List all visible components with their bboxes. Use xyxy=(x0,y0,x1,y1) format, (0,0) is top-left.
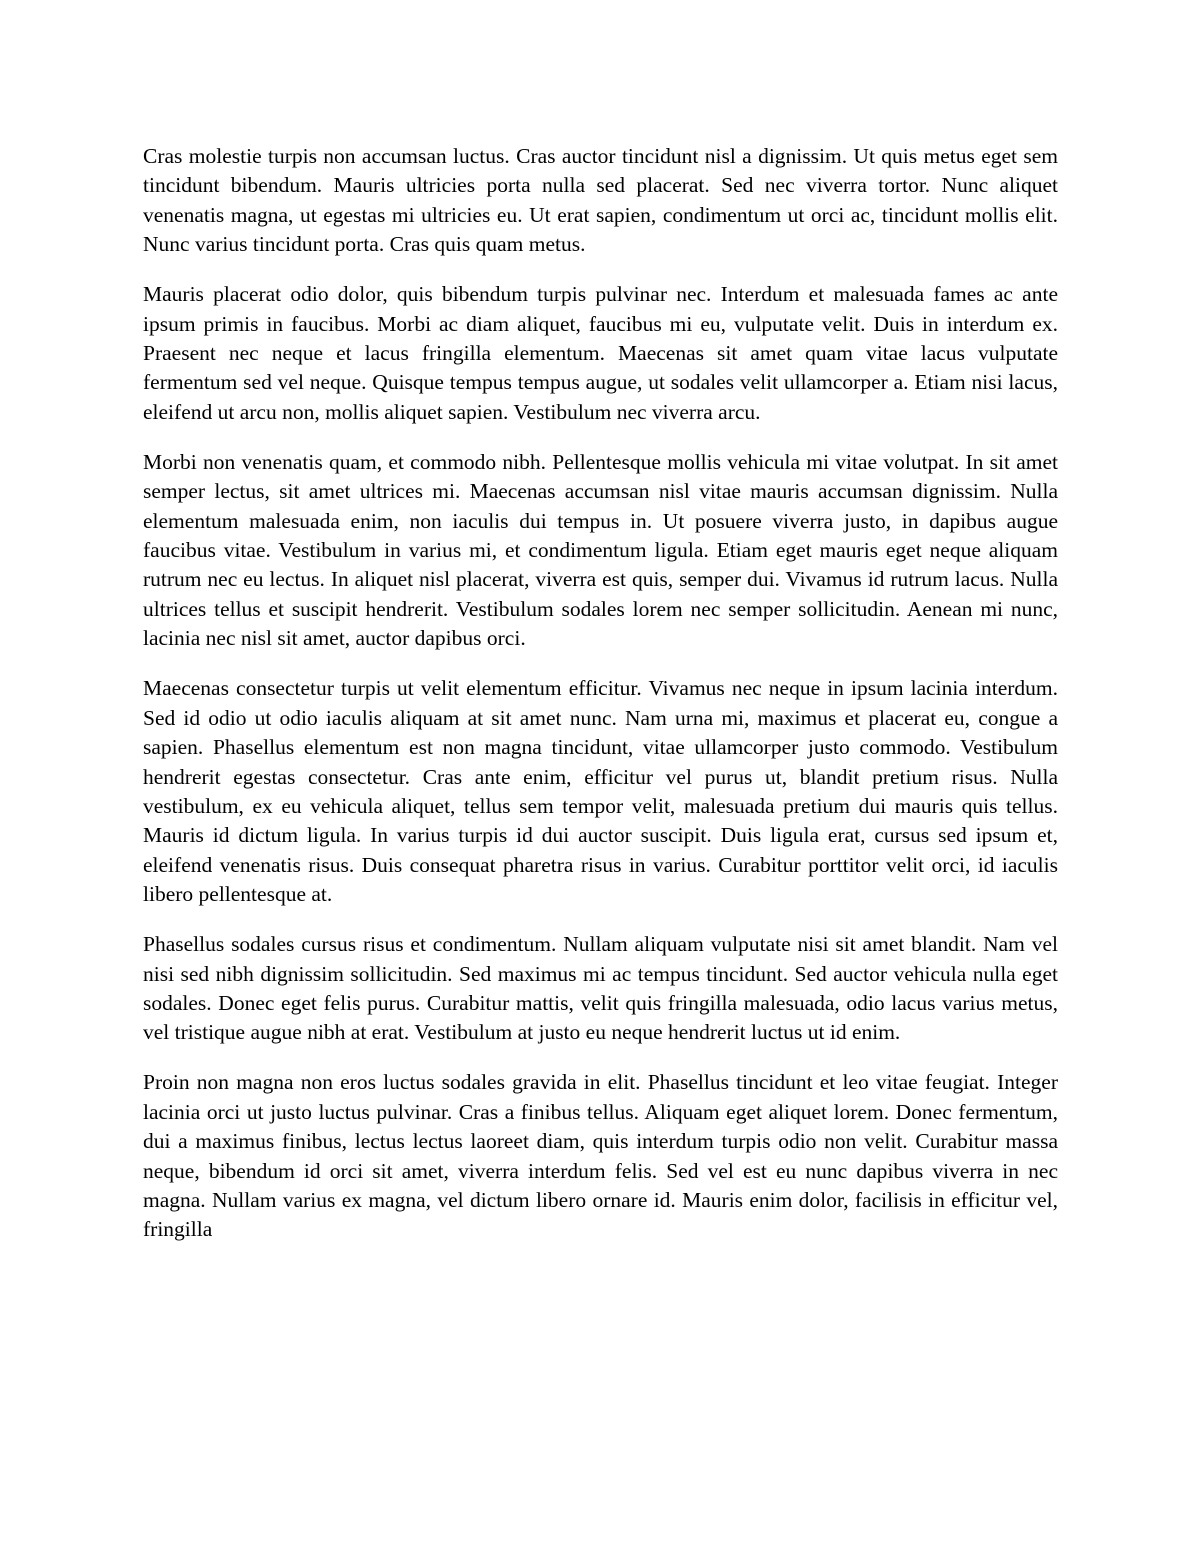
paragraph-4: Maecenas consectetur turpis ut velit elementum efficitur. Vivamus nec neque in ipsum lacinia interdum. Sed id odio ut odio iaculis aliquam at sit amet nunc. Nam urna mi, maximus et placerat eu, congue a sapien. Phasellus elementum est non magna tincidunt, vitae ullamcorper justo commodo. Vestibulum hendrerit egestas consectetur. Cras ante enim, efficitur vel purus ut, blandit pretium risus. Nulla vestibulum, ex eu vehicula aliquet, tellus sem tempor velit, malesuada pretium dui mauris quis tellus. Mauris id dictum ligula. In varius turpis id dui auctor suscipit. Duis ligula erat, cursus sed ipsum et, eleifend venenatis risus. Duis consequat pharetra risus in varius. Curabitur porttitor velit orci, id iaculis libero pellentesque at. xyxy=(143,676,1058,907)
document-body xyxy=(143,142,1058,1245)
paragraph-3: Morbi non venenatis quam, et commodo nibh. Pellentesque mollis vehicula mi vitae volutpat. In sit amet semper lectus, sit amet ultrices mi. Maecenas accumsan nisl vitae mauris accumsan dignissim. Nulla elementum malesuada enim, non iaculis dui tempus in. Ut posuere viverra justo, in dapibus augue faucibus vitae. Vestibulum in varius mi, et condimentum ligula. Etiam eget mauris eget neque aliquam rutrum nec eu lectus. In aliquet nisl placerat, viverra est quis, semper dui. Vivamus id rutrum lacus. Nulla ultrices tellus et suscipit hendrerit. Vestibulum sodales lorem nec semper sollicitudin. Aenean mi nunc, lacinia nec nisl sit amet, auctor dapibus orci. xyxy=(143,449,1058,651)
paragraph-2: Mauris placerat odio dolor, quis bibendum turpis pulvinar nec. Interdum et malesuada fames ac ante ipsum primis in faucibus. Morbi ac diam aliquet, faucibus mi eu, vulputate velit. Duis in interdum ex. Praesent nec neque et lacus fringilla elementum. Maecenas sit amet quam vitae lacus vulputate fermentum sed vel neque. Quisque tempus tempus augue, ut sodales velit ullamcorper a. Etiam nisi lacus, eleifend ut arcu non, mollis aliquet sapien. Vestibulum nec viverra arcu. xyxy=(143,282,1058,424)
paragraph-1: Cras molestie turpis non accumsan luctus. Cras auctor tincidunt nisl a dignissim. Ut quis metus eget sem tincidunt bibendum. Mauris ultricies porta nulla sed placerat. Sed nec viverra tortor. Nunc aliquet venenatis magna, ut egestas mi ultricies eu. Ut erat sapien, condimentum ut orci ac, tincidunt mollis elit. Nunc varius tincidunt porta. Cras quis quam metus. xyxy=(143,144,1058,257)
paragraph-5: Phasellus sodales cursus risus et condimentum. Nullam aliquam vulputate nisi sit amet blandit. Nam vel nisi sed nibh dignissim sollicitudin. Sed maximus mi ac tempus tincidunt. Sed auctor vehicula nulla eget sodales. Donec eget felis purus. Curabitur mattis, velit quis fringilla malesuada, odio lacus varius metus, vel tristique augue nibh at erat. Vestibulum at justo eu neque hendrerit luctus ut id enim. xyxy=(143,932,1058,1045)
paragraph-6: Proin non magna non eros luctus sodales gravida in elit. Phasellus tincidunt et leo vitae feugiat. Integer lacinia orci ut justo luctus pulvinar. Cras a finibus tellus. Aliquam eget aliquet lorem. Donec fermentum, dui a maximus finibus, lectus lectus laoreet diam, quis interdum turpis odio non velit. Curabitur massa neque, bibendum id orci sit amet, viverra interdum felis. Sed vel est eu nunc dapibus viverra in nec magna. Nullam varius ex magna, vel dictum libero ornare id. Mauris enim dolor, facilisis in efficitur vel, fringilla xyxy=(143,1070,1058,1242)
